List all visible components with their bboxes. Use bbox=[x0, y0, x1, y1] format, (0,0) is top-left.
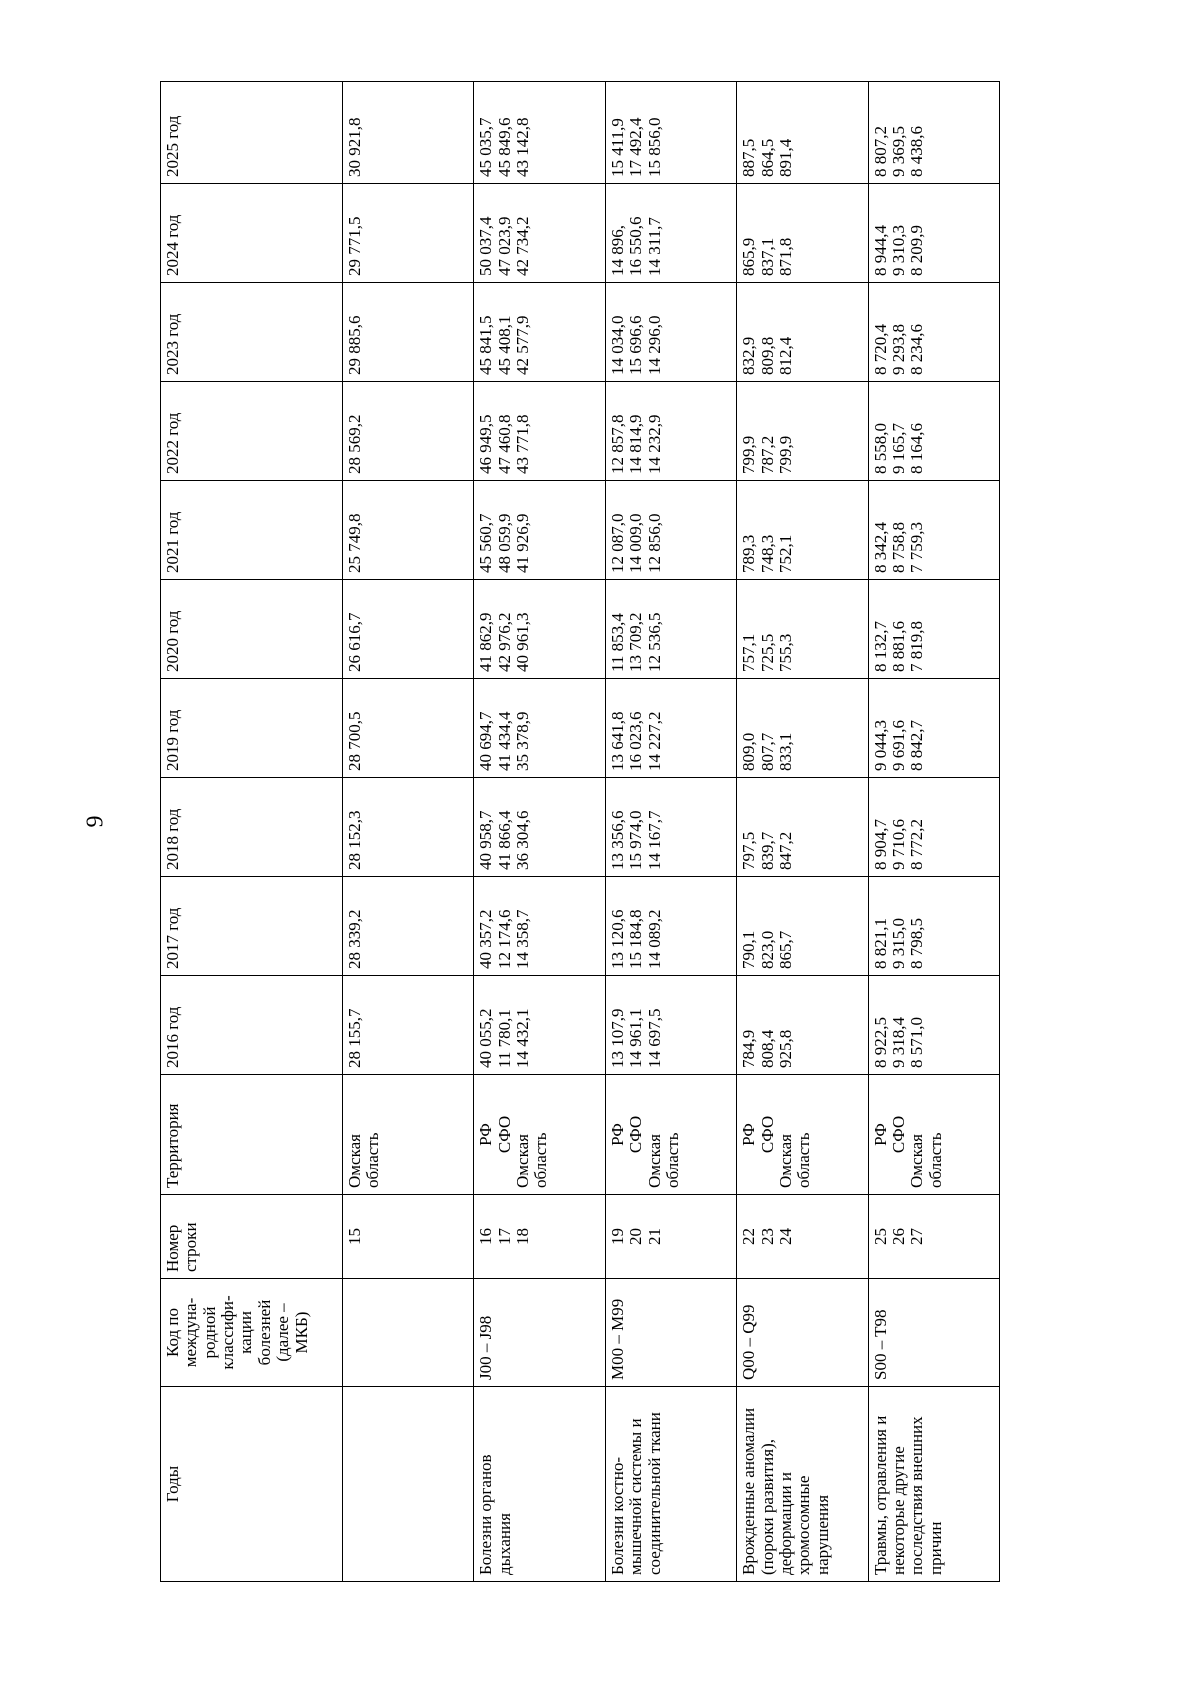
row-number: 21 bbox=[644, 1228, 664, 1245]
data-value: 29 885,6 bbox=[345, 315, 364, 375]
data-value: 8 807,2 bbox=[870, 126, 890, 177]
territory-cell bbox=[343, 1075, 474, 1195]
year-value-cell bbox=[868, 283, 999, 382]
data-value: 13 120,6 bbox=[607, 909, 627, 969]
row-number-cell bbox=[474, 1195, 605, 1279]
data-value: 14 896, bbox=[607, 225, 627, 276]
data-value: 7 819,8 bbox=[907, 621, 927, 672]
year-value-cell bbox=[605, 481, 736, 580]
data-value: 887,5 bbox=[739, 138, 759, 177]
data-value: 9 044,3 bbox=[870, 720, 890, 771]
page-number: 9 bbox=[82, 815, 109, 828]
data-value: 13 709,2 bbox=[626, 612, 646, 672]
data-value: 28 700,5 bbox=[345, 711, 364, 771]
data-value: 8 922,5 bbox=[870, 1017, 890, 1068]
data-value: 8 342,4 bbox=[870, 522, 890, 573]
data-value: 14 296,0 bbox=[644, 315, 664, 375]
year-value-cell bbox=[868, 184, 999, 283]
data-value: 40 694,7 bbox=[476, 711, 496, 771]
data-value: 812,4 bbox=[775, 336, 795, 375]
header-year: 2020 год bbox=[161, 580, 343, 679]
data-value: 14 814,9 bbox=[626, 414, 646, 474]
year-value-cell bbox=[343, 580, 474, 679]
disease-group-label: Травмы, отравления и некоторые другие последствия внешних причин bbox=[868, 1387, 999, 1582]
data-value: 789,3 bbox=[739, 534, 759, 573]
data-value: 45 849,6 bbox=[494, 117, 514, 177]
icd-code bbox=[343, 1279, 474, 1387]
data-value: 891,4 bbox=[775, 138, 795, 177]
territory-cell bbox=[868, 1075, 999, 1195]
data-value: 13 641,8 bbox=[607, 711, 627, 771]
header-row-number: Номер строки bbox=[161, 1195, 343, 1279]
territory-name: Омская область bbox=[907, 1132, 945, 1188]
data-value: 12 087,0 bbox=[607, 513, 627, 573]
disease-group-label: Болезни органов дыхания bbox=[474, 1387, 605, 1582]
year-value-cell bbox=[737, 283, 868, 382]
data-value: 847,2 bbox=[775, 831, 795, 870]
data-value: 808,4 bbox=[757, 1029, 777, 1068]
data-value: 25 749,8 bbox=[345, 513, 364, 573]
data-value: 8 772,2 bbox=[907, 819, 927, 870]
territory-name: Омская область bbox=[513, 1132, 551, 1188]
data-value: 8 132,7 bbox=[870, 621, 890, 672]
header-year: 2019 год bbox=[161, 679, 343, 778]
year-value-cell bbox=[474, 580, 605, 679]
data-value: 16 550,6 bbox=[626, 216, 646, 276]
data-value: 8 164,6 bbox=[907, 423, 927, 474]
row-number: 18 bbox=[513, 1228, 533, 1245]
year-value-cell bbox=[343, 184, 474, 283]
data-value: 29 771,5 bbox=[345, 216, 364, 276]
year-value-cell bbox=[737, 976, 868, 1075]
year-value-cell bbox=[868, 580, 999, 679]
data-value: 790,1 bbox=[739, 930, 759, 969]
data-value: 8 571,0 bbox=[907, 1017, 927, 1068]
data-value: 15 856,0 bbox=[644, 117, 664, 177]
territory-cell bbox=[737, 1075, 868, 1195]
data-value: 12 856,0 bbox=[644, 513, 664, 573]
data-value: 12 174,6 bbox=[494, 909, 514, 969]
data-value: 8 758,8 bbox=[888, 522, 908, 573]
data-value: 14 311,7 bbox=[644, 217, 664, 276]
data-value: 14 961,1 bbox=[626, 1008, 646, 1068]
data-value: 14 232,9 bbox=[644, 414, 664, 474]
disease-group-label: Болезни костно-мышечной системы и соединительной ткани bbox=[605, 1387, 736, 1582]
year-value-cell bbox=[605, 382, 736, 481]
year-value-cell bbox=[605, 778, 736, 877]
year-value-cell bbox=[605, 580, 736, 679]
header-year: 2016 год bbox=[161, 976, 343, 1075]
data-value: 9 310,3 bbox=[888, 225, 908, 276]
year-value-cell bbox=[868, 877, 999, 976]
year-value-cell bbox=[737, 82, 868, 184]
data-value: 14 227,2 bbox=[644, 711, 664, 771]
data-value: 864,5 bbox=[757, 138, 777, 177]
data-value: 7 759,3 bbox=[907, 522, 927, 573]
data-value: 11 853,4 bbox=[607, 613, 627, 672]
table-row bbox=[474, 82, 605, 1582]
data-value: 35 378,9 bbox=[513, 711, 533, 771]
table-row bbox=[868, 82, 999, 1582]
row-number-cell bbox=[868, 1195, 999, 1279]
year-value-cell bbox=[605, 184, 736, 283]
year-value-cell bbox=[605, 82, 736, 184]
row-number: 22 bbox=[739, 1228, 759, 1245]
year-value-cell bbox=[343, 82, 474, 184]
year-value-cell bbox=[605, 283, 736, 382]
data-value: 48 059,9 bbox=[494, 513, 514, 573]
territory-cell bbox=[474, 1075, 605, 1195]
territory-name: Омская область bbox=[345, 1132, 383, 1188]
row-number: 23 bbox=[757, 1228, 777, 1245]
data-value: 41 926,9 bbox=[513, 513, 533, 573]
territory-name: СФО bbox=[888, 1115, 908, 1154]
year-value-cell bbox=[868, 481, 999, 580]
year-value-cell bbox=[605, 877, 736, 976]
header-territory: Территория bbox=[161, 1075, 343, 1195]
data-value: 13 356,6 bbox=[607, 810, 627, 870]
header-year: 2025 год bbox=[161, 82, 343, 184]
data-value: 45 560,7 bbox=[476, 513, 496, 573]
data-value: 40 055,2 bbox=[476, 1008, 496, 1068]
data-value: 41 862,9 bbox=[476, 612, 496, 672]
header-year: 2022 год bbox=[161, 382, 343, 481]
year-value-cell bbox=[868, 976, 999, 1075]
disease-group-label: Врожденные аномалии (пороки развития), деформации и хромосомные нарушения bbox=[737, 1387, 868, 1582]
row-number-cell bbox=[737, 1195, 868, 1279]
data-value: 9 710,6 bbox=[888, 819, 908, 870]
data-value: 42 577,9 bbox=[513, 315, 533, 375]
data-value: 28 569,2 bbox=[345, 414, 364, 474]
data-value: 14 358,7 bbox=[513, 909, 533, 969]
year-value-cell bbox=[605, 679, 736, 778]
territory-name: Омская область bbox=[644, 1132, 682, 1188]
data-value: 755,3 bbox=[775, 633, 795, 672]
data-value: 14 009,0 bbox=[626, 513, 646, 573]
header-year: 2024 год bbox=[161, 184, 343, 283]
data-value: 16 023,6 bbox=[626, 711, 646, 771]
header-code: Код по междуна-родной классифи-кации болезней (далее – МКБ) bbox=[161, 1279, 343, 1387]
year-value-cell bbox=[737, 679, 868, 778]
year-value-cell bbox=[737, 184, 868, 283]
data-value: 14 432,1 bbox=[513, 1008, 533, 1068]
data-value: 8 798,5 bbox=[907, 918, 927, 969]
year-value-cell bbox=[343, 976, 474, 1075]
data-value: 809,8 bbox=[757, 336, 777, 375]
data-value: 30 921,8 bbox=[345, 117, 364, 177]
data-value: 725,5 bbox=[757, 633, 777, 672]
data-value: 9 293,8 bbox=[888, 324, 908, 375]
data-value: 797,5 bbox=[739, 831, 759, 870]
territory-name: СФО bbox=[626, 1115, 646, 1154]
year-value-cell bbox=[737, 877, 868, 976]
data-value: 47 023,9 bbox=[494, 216, 514, 276]
header-year: 2018 год bbox=[161, 778, 343, 877]
data-value: 11 780,1 bbox=[494, 1009, 514, 1068]
data-value: 41 434,4 bbox=[494, 711, 514, 771]
data-value: 15 411,9 bbox=[607, 118, 627, 177]
data-value: 36 304,6 bbox=[513, 810, 533, 870]
territory-name: РФ bbox=[739, 1123, 759, 1146]
data-value: 15 696,6 bbox=[626, 315, 646, 375]
data-value: 752,1 bbox=[775, 534, 795, 573]
data-value: 748,3 bbox=[757, 534, 777, 573]
data-value: 42 976,2 bbox=[494, 612, 514, 672]
data-value: 865,7 bbox=[775, 930, 795, 969]
row-number: 26 bbox=[888, 1228, 908, 1245]
disease-group-label bbox=[343, 1387, 474, 1582]
year-value-cell bbox=[343, 679, 474, 778]
data-value: 41 866,4 bbox=[494, 810, 514, 870]
data-value: 26 616,7 bbox=[345, 612, 364, 672]
data-value: 17 492,4 bbox=[626, 117, 646, 177]
data-value: 40 357,2 bbox=[476, 909, 496, 969]
data-value: 832,9 bbox=[739, 336, 759, 375]
data-value: 837,1 bbox=[757, 237, 777, 276]
data-value: 925,8 bbox=[775, 1029, 795, 1068]
row-number: 27 bbox=[907, 1228, 927, 1245]
data-value: 8 821,1 bbox=[870, 918, 890, 969]
year-value-cell bbox=[343, 283, 474, 382]
data-value: 809,0 bbox=[739, 732, 759, 771]
row-number-cell bbox=[605, 1195, 736, 1279]
table-body bbox=[343, 82, 1000, 1582]
data-value: 8 881,6 bbox=[888, 621, 908, 672]
year-value-cell bbox=[474, 283, 605, 382]
territory-name: РФ bbox=[870, 1123, 890, 1146]
row-number: 16 bbox=[476, 1228, 496, 1245]
icd-code: M00 – M99 bbox=[605, 1279, 736, 1387]
table-row bbox=[605, 82, 736, 1582]
row-number-cell bbox=[343, 1195, 474, 1279]
data-value: 14 089,2 bbox=[644, 909, 664, 969]
territory-name: СФО bbox=[757, 1115, 777, 1154]
data-value: 8 904,7 bbox=[870, 819, 890, 870]
year-value-cell bbox=[474, 877, 605, 976]
data-value: 865,9 bbox=[739, 237, 759, 276]
data-value: 8 438,6 bbox=[907, 126, 927, 177]
data-value: 799,9 bbox=[739, 435, 759, 474]
header-year: 2021 год bbox=[161, 481, 343, 580]
data-value: 787,2 bbox=[757, 435, 777, 474]
data-value: 8 234,6 bbox=[907, 324, 927, 375]
data-value: 9 369,5 bbox=[888, 126, 908, 177]
territory-name: Омская область bbox=[775, 1132, 814, 1188]
data-value: 14 167,7 bbox=[644, 810, 664, 870]
row-number: 17 bbox=[494, 1228, 514, 1245]
data-value: 14 034,0 bbox=[607, 315, 627, 375]
data-value: 833,1 bbox=[775, 732, 795, 771]
icd-code: Q00 – Q99 bbox=[737, 1279, 868, 1387]
table-row bbox=[343, 82, 474, 1582]
statistics-table bbox=[160, 81, 1000, 1582]
data-value: 15 974,0 bbox=[626, 810, 646, 870]
table-row bbox=[737, 82, 868, 1582]
data-value: 871,8 bbox=[775, 237, 795, 276]
data-value: 8 209,9 bbox=[907, 225, 927, 276]
data-value: 9 315,0 bbox=[888, 918, 908, 969]
icd-code: S00 – T98 bbox=[868, 1279, 999, 1387]
data-value: 40 958,7 bbox=[476, 810, 496, 870]
row-number: 20 bbox=[626, 1228, 646, 1245]
data-value: 43 142,8 bbox=[513, 117, 533, 177]
data-value: 8 558,0 bbox=[870, 423, 890, 474]
year-value-cell bbox=[737, 481, 868, 580]
year-value-cell bbox=[474, 82, 605, 184]
data-value: 43 771,8 bbox=[513, 414, 533, 474]
row-number: 24 bbox=[775, 1228, 795, 1245]
header-year: 2017 год bbox=[161, 877, 343, 976]
year-value-cell bbox=[868, 382, 999, 481]
data-value: 8 720,4 bbox=[870, 324, 890, 375]
data-value: 47 460,8 bbox=[494, 414, 514, 474]
data-value: 50 037,4 bbox=[476, 216, 496, 276]
header-year: 2023 год bbox=[161, 283, 343, 382]
territory-name: РФ bbox=[607, 1123, 627, 1146]
year-value-cell bbox=[343, 778, 474, 877]
data-value: 45 408,1 bbox=[494, 315, 514, 375]
year-value-cell bbox=[343, 382, 474, 481]
territory-name: СФО bbox=[494, 1115, 514, 1154]
territory-cell bbox=[605, 1075, 736, 1195]
data-value: 807,7 bbox=[757, 732, 777, 771]
data-value: 45 035,7 bbox=[476, 117, 496, 177]
data-value: 13 107,9 bbox=[607, 1008, 627, 1068]
year-value-cell bbox=[474, 778, 605, 877]
data-value: 28 152,3 bbox=[345, 810, 364, 870]
data-value: 8 842,7 bbox=[907, 720, 927, 771]
year-value-cell bbox=[868, 82, 999, 184]
data-value: 8 944,4 bbox=[870, 225, 890, 276]
data-value: 15 184,8 bbox=[626, 909, 646, 969]
data-value: 12 857,8 bbox=[607, 414, 627, 474]
row-number: 15 bbox=[345, 1228, 364, 1245]
data-value: 40 961,3 bbox=[513, 612, 533, 672]
data-value: 9 165,7 bbox=[888, 423, 908, 474]
year-value-cell bbox=[474, 976, 605, 1075]
row-number: 25 bbox=[870, 1228, 890, 1245]
data-value: 784,9 bbox=[739, 1029, 759, 1068]
data-value: 799,9 bbox=[775, 435, 795, 474]
data-value: 45 841,5 bbox=[476, 315, 496, 375]
data-value: 14 697,5 bbox=[644, 1008, 664, 1068]
year-value-cell bbox=[343, 877, 474, 976]
territory-name: РФ bbox=[476, 1123, 496, 1146]
year-value-cell bbox=[474, 679, 605, 778]
year-value-cell bbox=[868, 679, 999, 778]
year-value-cell bbox=[343, 481, 474, 580]
year-value-cell bbox=[868, 778, 999, 877]
header-row bbox=[161, 82, 343, 1582]
data-value: 757,1 bbox=[739, 633, 759, 672]
icd-code: J00 – J98 bbox=[474, 1279, 605, 1387]
year-value-cell bbox=[474, 382, 605, 481]
year-value-cell bbox=[474, 184, 605, 283]
rotated-table-container bbox=[160, 82, 1000, 1582]
year-value-cell bbox=[737, 580, 868, 679]
data-value: 46 949,5 bbox=[476, 414, 496, 474]
year-value-cell bbox=[474, 481, 605, 580]
data-value: 28 155,7 bbox=[345, 1008, 364, 1068]
data-value: 28 339,2 bbox=[345, 909, 364, 969]
data-value: 9 318,4 bbox=[888, 1017, 908, 1068]
data-value: 823,0 bbox=[757, 930, 777, 969]
data-value: 42 734,2 bbox=[513, 216, 533, 276]
header-years: Годы bbox=[161, 1387, 343, 1582]
data-value: 9 691,6 bbox=[888, 720, 908, 771]
data-value: 12 536,5 bbox=[644, 612, 664, 672]
year-value-cell bbox=[605, 976, 736, 1075]
data-value: 839,7 bbox=[757, 831, 777, 870]
year-value-cell bbox=[737, 382, 868, 481]
year-value-cell bbox=[737, 778, 868, 877]
row-number: 19 bbox=[607, 1228, 627, 1245]
